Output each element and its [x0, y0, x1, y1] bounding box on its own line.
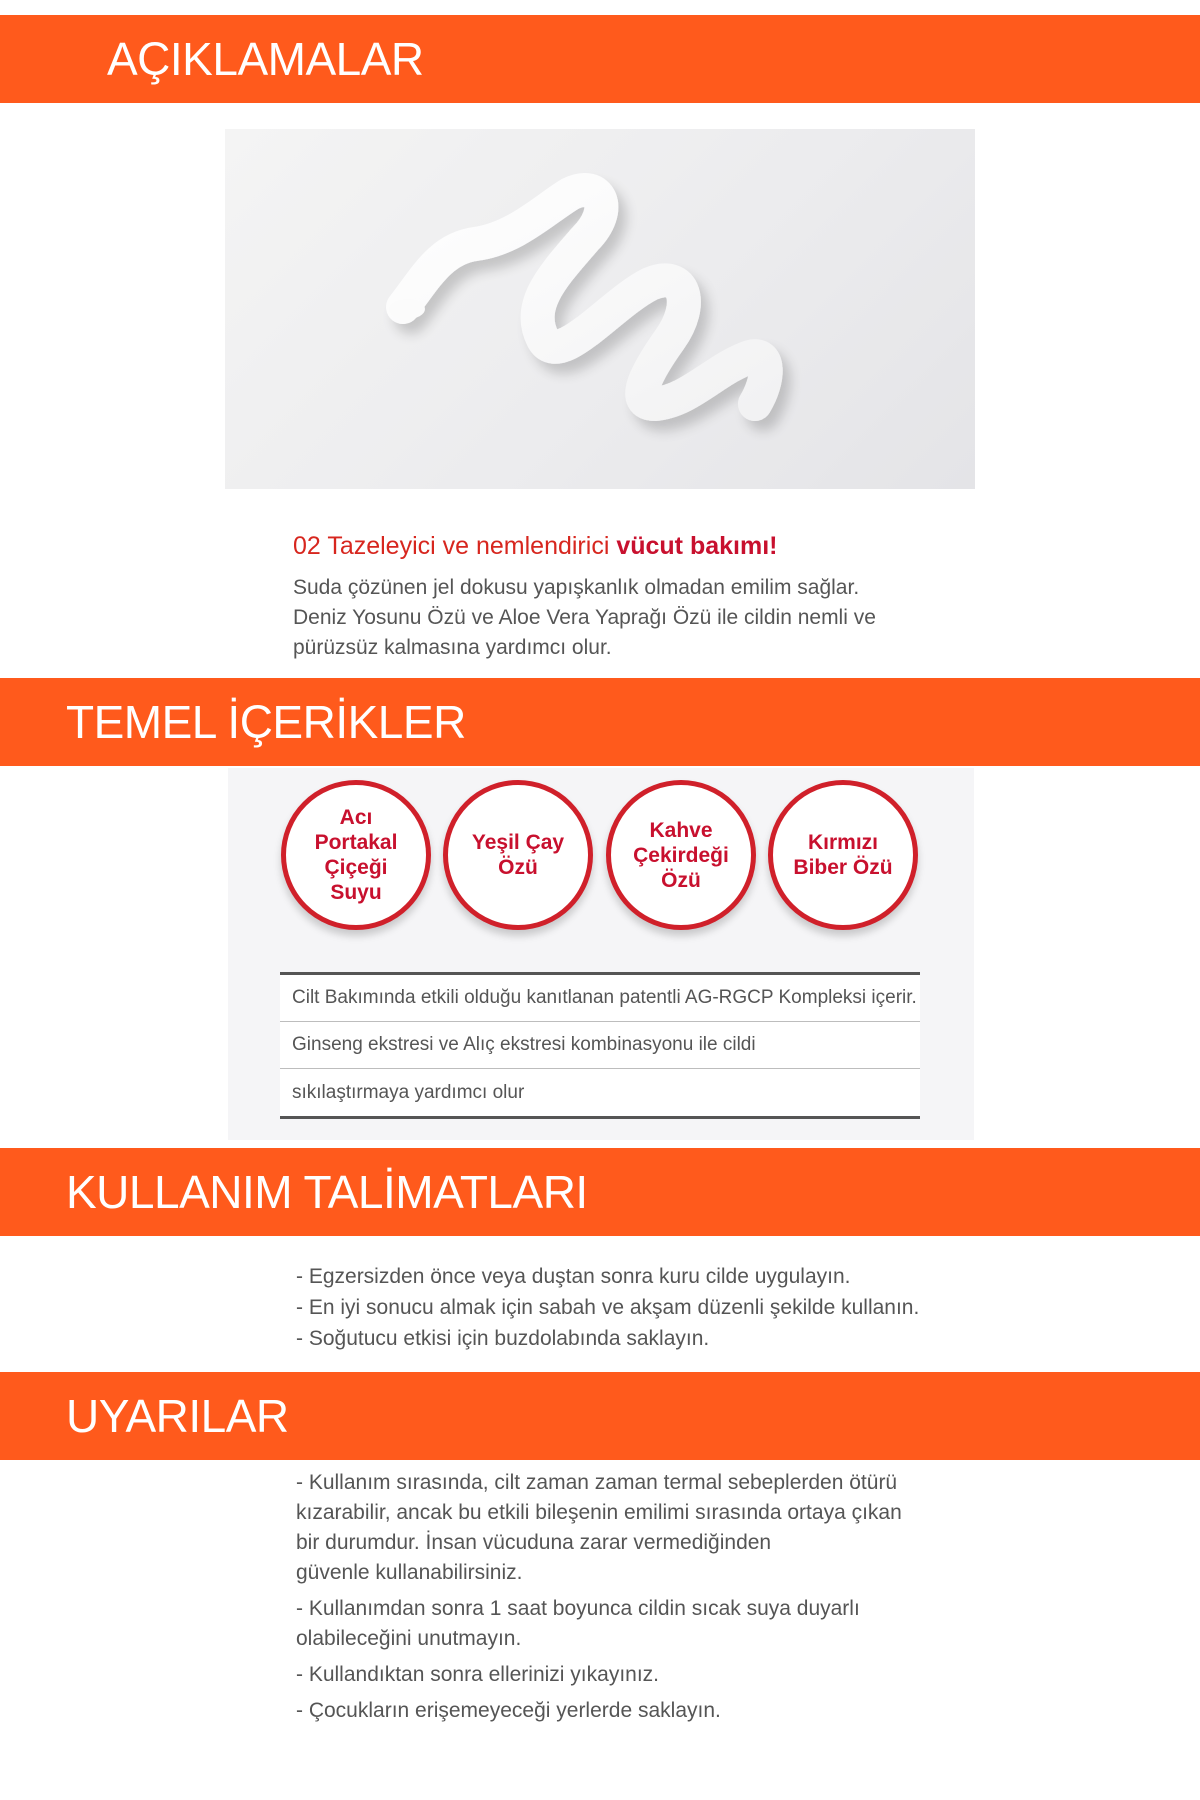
section-header-kullanim-talimatlari: [0, 1148, 1200, 1236]
usage-instructions: [296, 1261, 1016, 1354]
section-header-uyarilar: [0, 1372, 1200, 1460]
ingredient-label: Kahve Çekirdeği Özü: [633, 818, 729, 892]
warning-item: - Kullandıktan sonra ellerinizi yıkayınız.: [296, 1663, 659, 1686]
ingredient-label: Kırmızı Biber Özü: [793, 831, 893, 879]
ingredient-badge: [768, 780, 918, 930]
warning-item: - Kullanım sırasında, cilt zaman zaman termal sebeplerden ötürü kızarabilir, ancak bu etkili bileşenin emilimi sırasında ortaya çıkan bir durumdur. İnsan vücuduna zarar vermediğinden güvenle kullanabilirsiniz.: [296, 1471, 902, 1584]
usage-item: - En iyi sonucu almak için sabah ve akşam düzenli şekilde kullanın.: [296, 1296, 920, 1319]
feature-row: sıkılaştırmaya yardımcı olur: [280, 1069, 920, 1116]
section-title: AÇIKLAMALAR: [107, 33, 424, 85]
section-title: KULLANIM TALİMATLARI: [66, 1166, 588, 1218]
section-title: UYARILAR: [66, 1390, 289, 1442]
ingredient-label: Yeşil Çay Özü: [471, 831, 565, 879]
features-table: [280, 972, 920, 1119]
usage-item: - Egzersizden önce veya duştan sonra kuru cilde uygulayın.: [296, 1265, 851, 1288]
feature-row: Cilt Bakımında etkili olduğu kanıtlanan patentli AG-RGCP Kompleksi içerir.: [280, 975, 920, 1022]
warning-item: - Kullanımdan sonra 1 saat boyunca cildin sıcak suya duyarlı olabileceğini unutmayın.: [296, 1597, 860, 1650]
description-title-bold: vücut bakımı!: [616, 532, 778, 560]
gel-texture-image: [225, 129, 975, 489]
section-header-temel-icerikler: [0, 678, 1200, 766]
usage-item: - Soğutucu etkisi için buzdolabında saklayın.: [296, 1327, 710, 1350]
feature-row: Ginseng ekstresi ve Alıç ekstresi kombinasyonu ile cildi: [280, 1022, 920, 1069]
ingredient-label: Acı Portakal Çiçeği Suyu: [314, 806, 398, 904]
ingredient-badge: [443, 780, 593, 930]
warnings-list: [296, 1468, 996, 1732]
ingredient-badge: [281, 780, 431, 930]
description-line: Suda çözünen jel dokusu yapışkanlık olmadan emilim sağlar.: [293, 576, 860, 599]
ingredient-badge: [606, 780, 756, 930]
section-header-aciklamalar: [0, 15, 1200, 103]
description-title-main: Tazeleyici ve nemlendirici: [327, 532, 610, 560]
description-line: pürüzsüz kalmasına yardımcı olur.: [293, 636, 612, 659]
warning-item: - Çocukların erişemeyeceği yerlerde saklayın.: [296, 1699, 721, 1722]
product-description: [293, 529, 993, 663]
description-number: 02: [293, 532, 321, 560]
description-title: [293, 529, 993, 563]
description-line: Deniz Yosunu Özü ve Aloe Vera Yaprağı Özü ile cildin nemli ve: [293, 606, 876, 629]
section-title: TEMEL İÇERİKLER: [66, 696, 466, 748]
